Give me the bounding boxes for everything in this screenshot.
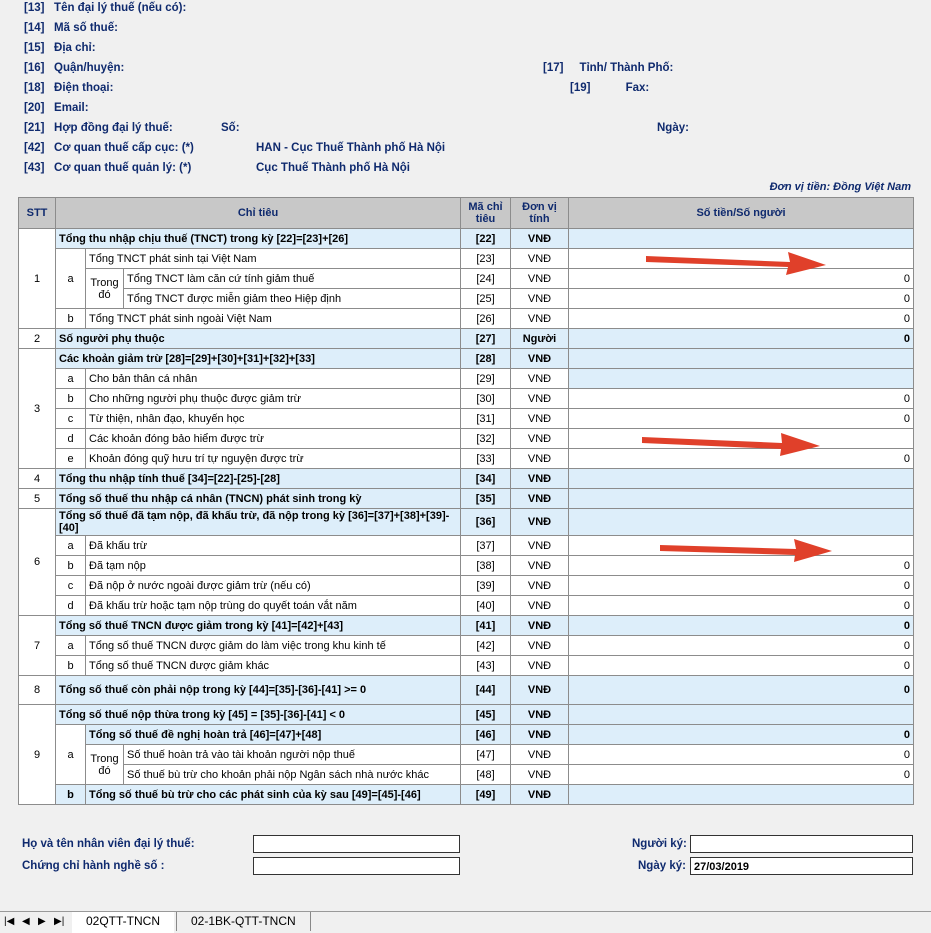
row-unit: VNĐ	[511, 556, 569, 576]
row-unit: VNĐ	[511, 349, 569, 369]
table-row	[19, 289, 914, 309]
row-label: Tổng số thuế bù trừ cho các phát sinh của kỳ sau [49]=[45]-[46]	[86, 785, 461, 805]
cert-label: Chứng chỉ hành nghề số :	[22, 860, 165, 872]
row-label: Đã khấu trừ	[86, 536, 461, 556]
row-unit: VNĐ	[511, 576, 569, 596]
row-label: Tổng số thuế TNCN được giảm do làm việc trong khu kinh tế	[86, 636, 461, 656]
header-row-15: [15] Địa chỉ:	[24, 42, 96, 54]
row-code: [26]	[461, 309, 511, 329]
tax-table	[18, 197, 914, 805]
row-code: [34]	[461, 469, 511, 489]
currency-unit: Đơn vị tiền: Đồng Việt Nam	[769, 181, 911, 193]
stt-cell: 4	[19, 469, 56, 489]
col-stt: STT	[19, 198, 56, 229]
first-sheet-icon[interactable]: |◀	[4, 916, 15, 927]
red-arrow-icon	[640, 245, 830, 277]
row-code: [25]	[461, 289, 511, 309]
header-row-19: [19] Fax:	[570, 82, 650, 94]
table-row	[19, 705, 914, 725]
col-unit: Đơn vị tính	[511, 198, 569, 229]
row-unit: VNĐ	[511, 616, 569, 636]
row-unit: VNĐ	[511, 676, 569, 705]
amount-43[interactable]: 0	[569, 656, 914, 676]
row-unit: VNĐ	[511, 489, 569, 509]
row-code: [45]	[461, 705, 511, 725]
row-unit: VNĐ	[511, 429, 569, 449]
trong-do-label: Trong đó	[86, 269, 124, 309]
table-row	[19, 469, 914, 489]
table-row	[19, 349, 914, 369]
row-code: [22]	[461, 229, 511, 249]
amount-25[interactable]: 0	[569, 289, 914, 309]
row-unit: VNĐ	[511, 509, 569, 536]
contract-date-label: Ngày:	[657, 122, 689, 134]
table-row	[19, 369, 914, 389]
row-code: [30]	[461, 389, 511, 409]
row-code: [32]	[461, 429, 511, 449]
table-row	[19, 636, 914, 656]
row-code: [43]	[461, 656, 511, 676]
header-row-42: [42] Cơ quan thuế cấp cục: (*)	[24, 142, 194, 154]
row-code: [31]	[461, 409, 511, 429]
row-unit: VNĐ	[511, 705, 569, 725]
row-code: [35]	[461, 489, 511, 509]
row-label: Tổng số thuế nộp thừa trong kỳ [45] = [35]-[36]-[41] < 0	[56, 705, 461, 725]
table-row	[19, 489, 914, 509]
stt-cell: 5	[19, 489, 56, 509]
col-code: Mã chỉ tiêu	[461, 198, 511, 229]
amount-47[interactable]: 0	[569, 745, 914, 765]
tax-manager-value: Cục Thuế Thành phố Hà Nội	[256, 162, 410, 174]
stt-cell: 8	[19, 676, 56, 705]
table-row	[19, 576, 914, 596]
sub-letter: a	[56, 249, 86, 309]
row-label: Tổng số thuế còn phải nộp trong kỳ [44]=[35]-[36]-[41] >= 0	[56, 676, 461, 705]
next-sheet-icon[interactable]: ▶	[38, 916, 46, 927]
row-unit: VNĐ	[511, 656, 569, 676]
sub-letter: d	[56, 429, 86, 449]
row-code: [38]	[461, 556, 511, 576]
table-row	[19, 725, 914, 745]
prev-sheet-icon[interactable]: ◀	[22, 916, 30, 927]
tab-02-1bk-qtt-tncn[interactable]: 02-1BK-QTT-TNCN	[176, 912, 311, 931]
stt-cell: 3	[19, 349, 56, 469]
red-arrow-icon	[636, 428, 826, 460]
trong-do-label: Trong đó	[86, 745, 124, 785]
amount-26[interactable]: 0	[569, 309, 914, 329]
col-chitieu: Chỉ tiêu	[56, 198, 461, 229]
row-label: Tổng số thuế đã tạm nộp, đã khấu trừ, đã nộp trong kỳ [36]=[37]+[38]+[39]-[40]	[56, 509, 461, 536]
row-unit: VNĐ	[511, 269, 569, 289]
row-code: [33]	[461, 449, 511, 469]
row-label: Tổng số thuế thu nhập cá nhân (TNCN) phát sinh trong kỳ	[56, 489, 461, 509]
stt-cell: 1	[19, 229, 56, 329]
row-label: Từ thiện, nhân đạo, khuyến học	[86, 409, 461, 429]
amount-33[interactable]: 0	[569, 449, 914, 469]
header-row-43: [43] Cơ quan thuế quản lý: (*)	[24, 162, 192, 174]
header-row-13: [13] Tên đại lý thuế (nếu có):	[24, 2, 187, 14]
row-code: [29]	[461, 369, 511, 389]
stt-cell: 9	[19, 705, 56, 805]
row-unit: VNĐ	[511, 785, 569, 805]
row-code: [46]	[461, 725, 511, 745]
table-row	[19, 656, 914, 676]
sign-date-input[interactable]: 27/03/2019	[690, 857, 913, 875]
table-row	[19, 309, 914, 329]
amount-42[interactable]: 0	[569, 636, 914, 656]
sub-letter: b	[56, 785, 86, 805]
header-row-21: [21] Hợp đồng đại lý thuế:	[24, 122, 173, 134]
row-label: Tổng TNCT phát sinh tại Việt Nam	[86, 249, 461, 269]
signer-label: Người ký:	[632, 838, 687, 850]
row-label: Tổng TNCT làm căn cứ tính giảm thuế	[124, 269, 461, 289]
amount-24[interactable]: 0	[569, 269, 914, 289]
row-label: Tổng thu nhập tính thuế [34]=[22]-[25]-[28]	[56, 469, 461, 489]
row-code: [40]	[461, 596, 511, 616]
row-unit: VNĐ	[511, 725, 569, 745]
row-code: [28]	[461, 349, 511, 369]
row-unit: VNĐ	[511, 596, 569, 616]
row-unit: VNĐ	[511, 745, 569, 765]
table-row	[19, 616, 914, 636]
row-label: Các khoản giảm trừ [28]=[29]+[30]+[31]+[32]+[33]	[56, 349, 461, 369]
row-code: [27]	[461, 329, 511, 349]
row-label: Số thuế bù trừ cho khoản phải nộp Ngân sách nhà nước khác	[124, 765, 461, 785]
amount-29[interactable]	[569, 369, 914, 389]
col-amount: Số tiền/Số người	[569, 198, 914, 229]
row-code: [44]	[461, 676, 511, 705]
header-row-14: [14] Mã số thuế:	[24, 22, 118, 34]
amount-35[interactable]	[569, 489, 914, 509]
row-label: Cho bản thân cá nhân	[86, 369, 461, 389]
row-unit: VNĐ	[511, 765, 569, 785]
sub-letter: a	[56, 725, 86, 785]
contract-number-label: Số:	[221, 122, 240, 134]
row-unit: Người	[511, 329, 569, 349]
row-label: Khoản đóng quỹ hưu trí tự nguyện được trừ	[86, 449, 461, 469]
table-row	[19, 509, 914, 536]
amount-28[interactable]	[569, 349, 914, 369]
row-label: Tổng số thuế TNCN được giảm trong kỳ [41]=[42]+[43]	[56, 616, 461, 636]
amount-34[interactable]	[569, 469, 914, 489]
row-code: [49]	[461, 785, 511, 805]
amount-48[interactable]: 0	[569, 765, 914, 785]
row-unit: VNĐ	[511, 389, 569, 409]
row-code: [39]	[461, 576, 511, 596]
sub-letter: b	[56, 389, 86, 409]
row-unit: VNĐ	[511, 636, 569, 656]
row-label: Tổng số thuế TNCN được giảm khác	[86, 656, 461, 676]
row-code: [24]	[461, 269, 511, 289]
tab-02qtt-tncn[interactable]: 02QTT-TNCN	[72, 912, 174, 933]
row-unit: VNĐ	[511, 229, 569, 249]
amount-39[interactable]: 0	[569, 576, 914, 596]
sub-letter: c	[56, 409, 86, 429]
row-label: Đã khấu trừ hoặc tạm nộp trùng do quyết toán vắt năm	[86, 596, 461, 616]
row-code: [41]	[461, 616, 511, 636]
row-unit: VNĐ	[511, 409, 569, 429]
row-code: [47]	[461, 745, 511, 765]
row-unit: VNĐ	[511, 369, 569, 389]
row-code: [42]	[461, 636, 511, 656]
row-label: Cho những người phụ thuộc được giảm trừ	[86, 389, 461, 409]
row-unit: VNĐ	[511, 289, 569, 309]
header-row-18: [18] Điện thoại:	[24, 82, 114, 94]
stt-cell: 7	[19, 616, 56, 676]
sub-letter: b	[56, 556, 86, 576]
cert-input[interactable]	[253, 857, 460, 875]
table-row	[19, 745, 914, 765]
amount-40[interactable]: 0	[569, 596, 914, 616]
row-unit: VNĐ	[511, 449, 569, 469]
sheet-tab-bar	[0, 911, 931, 932]
table-row	[19, 409, 914, 429]
agent-name-input[interactable]	[253, 835, 460, 853]
sub-letter: c	[56, 576, 86, 596]
stt-cell: 2	[19, 329, 56, 349]
stt-cell: 6	[19, 509, 56, 616]
sub-letter: b	[56, 309, 86, 329]
row-label: Đã nộp ở nước ngoài được giảm trừ (nếu có)	[86, 576, 461, 596]
sub-letter: a	[56, 636, 86, 656]
red-arrow-icon	[654, 535, 844, 567]
sub-letter: b	[56, 656, 86, 676]
amount-49[interactable]	[569, 785, 914, 805]
amount-44[interactable]: 0	[569, 676, 914, 705]
agent-name-label: Họ và tên nhân viên đại lý thuế:	[22, 838, 195, 850]
header-row-17: [17] Tỉnh/ Thành Phố:	[543, 62, 674, 74]
row-unit: VNĐ	[511, 469, 569, 489]
header-row-20: [20] Email:	[24, 102, 89, 114]
row-code: [37]	[461, 536, 511, 556]
table-row	[19, 676, 914, 705]
row-label: Tổng số thuế đề nghị hoàn trả [46]=[47]+[48]	[86, 725, 461, 745]
sub-letter: d	[56, 596, 86, 616]
row-label: Đã tạm nộp	[86, 556, 461, 576]
amount-27[interactable]: 0	[569, 329, 914, 349]
row-unit: VNĐ	[511, 249, 569, 269]
row-code: [48]	[461, 765, 511, 785]
table-row	[19, 596, 914, 616]
sub-letter: a	[56, 536, 86, 556]
row-label: Tổng TNCT phát sinh ngoài Việt Nam	[86, 309, 461, 329]
row-label: Các khoản đóng bảo hiểm được trừ	[86, 429, 461, 449]
row-label: Số thuế hoàn trả vào tài khoản người nộp thuế	[124, 745, 461, 765]
sub-letter: e	[56, 449, 86, 469]
amount-46[interactable]: 0	[569, 725, 914, 745]
amount-41[interactable]: 0	[569, 616, 914, 636]
sign-date-label: Ngày ký:	[638, 860, 686, 872]
row-label: Tổng TNCT được miễn giảm theo Hiệp định	[124, 289, 461, 309]
tax-dept-value: HAN - Cục Thuế Thành phố Hà Nội	[256, 142, 446, 154]
sub-letter: a	[56, 369, 86, 389]
amount-36[interactable]	[569, 509, 914, 536]
amount-38[interactable]: 0	[569, 556, 914, 576]
header-row-16: [16] Quận/huyện:	[24, 62, 125, 74]
row-unit: VNĐ	[511, 309, 569, 329]
row-label: Tổng thu nhập chịu thuế (TNCT) trong kỳ [22]=[23]+[26]	[56, 229, 461, 249]
table-row	[19, 765, 914, 785]
row-label: Số người phụ thuộc	[56, 329, 461, 349]
last-sheet-icon[interactable]: ▶|	[54, 916, 65, 927]
table-row	[19, 785, 914, 805]
table-row	[19, 389, 914, 409]
signer-input[interactable]	[690, 835, 913, 853]
amount-30[interactable]: 0	[569, 389, 914, 409]
row-unit: VNĐ	[511, 536, 569, 556]
row-code: [36]	[461, 509, 511, 536]
row-code: [23]	[461, 249, 511, 269]
amount-31[interactable]: 0	[569, 409, 914, 429]
table-row	[19, 329, 914, 349]
amount-45[interactable]	[569, 705, 914, 725]
